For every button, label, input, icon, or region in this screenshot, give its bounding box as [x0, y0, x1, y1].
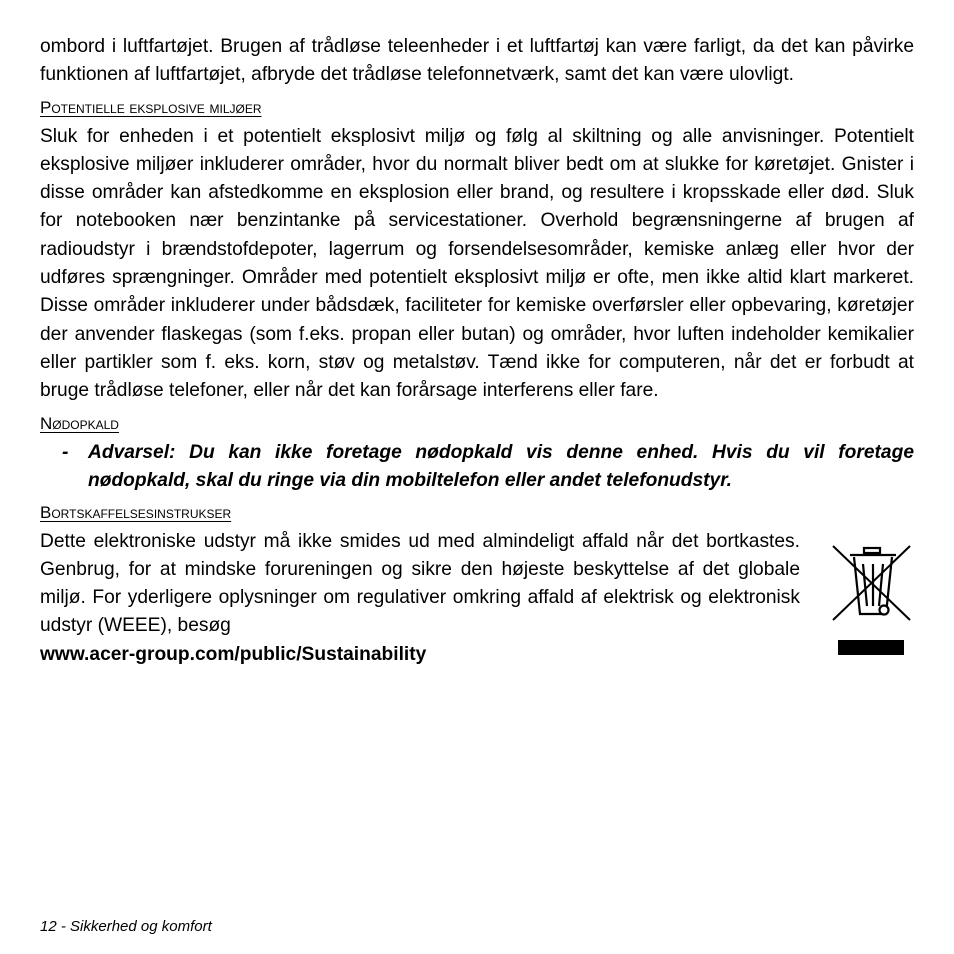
emergency-heading: Nødopkald [40, 413, 119, 433]
warning-text: Advarsel: Du kan ikke foretage nødopkald vis denne enhed. Hvis du vil foretage nødopkald, skal du ringe via din mobiltelefon eller andet telefonudstyr. [88, 441, 914, 491]
disposal-section [40, 528, 914, 669]
weee-crossed-bin-icon [830, 542, 914, 658]
explosive-paragraph: Sluk for enheden i et potentielt eksplosivt miljø og følg al skiltning og alle anvisninger. Potentielt eksplosive miljøer inkluderer områder, hvor du normalt bliver bedt om at slukke for køretøjet. Gnister i disse områder kan afstedkomme en eksplosion eller brand, og resultere i kropsskade eller død. Sluk for notebooken nær benzintanke på servicestationer. Overhold begrænsningerne af brugen af radioudstyr i brændstofdepoter, lagerrum og forsendelsesområder, kemiske anlæg eller hvor der udføres sprængninger. Områder med potentielt eksplosivt miljø er ofte, men ikke altid klart markeret. Disse områder inkluderer under bådsdæk, faciliteter for kemiske overførsler eller opbevaring, køretøjer der anvender flaskegas (som f.eks. propan eller butan) og områder, hvor luften indeholder kemikalier eller partikler som f. eks. korn, støv og metalstøv. Tænd ikke for computeren, når det er forbudt at bruge trådløse telefoner, eller når det kan forårsage interferens eller fare. [40, 125, 914, 402]
page-footer: 12 - Sikkerhed og komfort [40, 918, 212, 935]
emergency-warning [40, 439, 914, 495]
explosive-heading: Potentielle eksplosive miljøer [40, 97, 262, 117]
intro-paragraph: ombord i luftfartøjet. Brugen af trådløse teleenheder i et luftfartøj kan være farligt, da det kan påvirke funktionen af luftfartøjet, afbryde det trådløse telefonnetværk, samt det kan være ulovligt. [40, 36, 914, 86]
disposal-icon-column [800, 528, 914, 658]
document-page [40, 33, 914, 669]
disposal-text-column [40, 528, 800, 669]
disposal-heading: Bortskaffelsesinstrukser [40, 502, 232, 522]
warning-bullet: - [62, 441, 69, 463]
disposal-paragraph: Dette elektroniske udstyr må ikke smides ud med almindeligt affald når det bortkastes. Genbrug, for at mindske forureningen og sikre den højeste beskyttelse af det globale miljø. For yderligere oplysninger om regulativer omkring affald af elektrisk og elektronisk udstyr (WEEE), besøg [40, 530, 800, 637]
sustainability-link[interactable]: www.acer-group.com/public/Sustainability [40, 643, 427, 665]
